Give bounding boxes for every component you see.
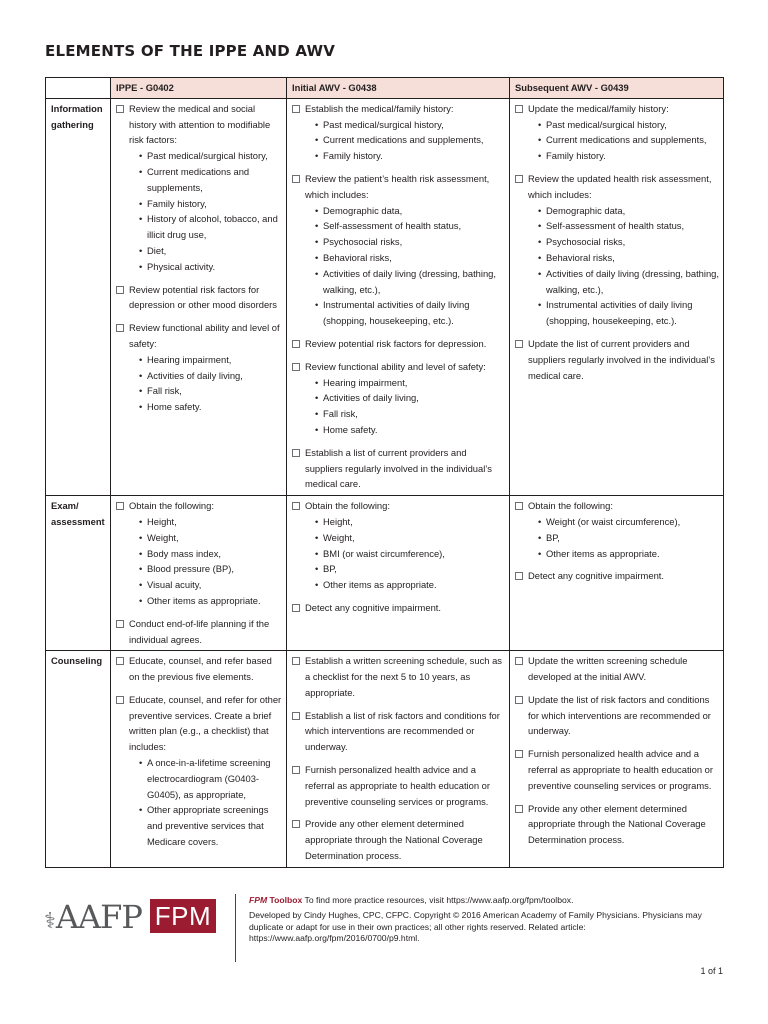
checkbox-icon[interactable]: [116, 620, 124, 628]
bullet-item: • Self-assessment of health status,: [538, 218, 719, 234]
row-header-line: gathering: [51, 118, 94, 130]
checklist-item-text: Obtain the following:: [129, 500, 214, 512]
row-header-line: Information: [51, 102, 103, 114]
checklist-item: [291, 600, 505, 616]
checklist-item: [514, 746, 719, 793]
bullet-item: • Home safety.: [315, 422, 505, 438]
checklist-item: [514, 692, 719, 739]
checklist-item-text: Update the list of risk factors and conditions for which interventions are recommended or underway.: [528, 693, 711, 737]
checklist-item: [291, 816, 505, 863]
checklist-item: [514, 653, 719, 685]
table-cell: [510, 651, 724, 868]
bullet-item: • BP,: [315, 561, 505, 577]
checklist-item-text: Review functional ability and level of safety:: [305, 360, 486, 372]
checkbox-icon[interactable]: [116, 324, 124, 332]
checkbox-icon[interactable]: [515, 657, 523, 665]
bullet-list: [305, 203, 505, 329]
page-number: 1 of 1: [700, 966, 723, 976]
checklist-item-text: Review the patient’s health risk assessment, which includes:: [305, 172, 490, 200]
bullet-list: [129, 352, 282, 415]
checklist-item: [291, 336, 505, 352]
checklist-item-text: Educate, counsel, and refer for other preventive services. Create a brief written plan (e.g., a checklist) that includes:: [129, 693, 282, 753]
checklist-item-text: Review potential risk factors for depression or other mood disorders: [129, 283, 277, 311]
checklist-item: [115, 653, 282, 685]
checkbox-icon[interactable]: [292, 449, 300, 457]
checklist-item-text: Detect any cognitive impairment.: [305, 601, 441, 613]
aafp-logo-text: AAFP: [55, 898, 142, 936]
checklist-item: [115, 498, 282, 609]
checkbox-icon[interactable]: [515, 572, 523, 580]
bullet-item: • Past medical/surgical history,: [139, 148, 282, 164]
checkbox-icon[interactable]: [292, 175, 300, 183]
footer-divider: [235, 894, 236, 962]
checkbox-icon[interactable]: [116, 696, 124, 704]
checklist-item: [514, 171, 719, 329]
checklist-item: [514, 801, 719, 848]
bullet-item: • Family history.: [315, 148, 505, 164]
row-header: [46, 651, 111, 868]
checkbox-icon[interactable]: [116, 657, 124, 665]
elements-table: [45, 77, 724, 868]
checklist-item-text: Establish the medical/family history:: [305, 102, 454, 114]
bullet-item: • Weight,: [139, 530, 282, 546]
bullet-list: [129, 755, 282, 850]
checkbox-icon[interactable]: [292, 657, 300, 665]
bullet-item: • Activities of daily living (dressing, bathing, walking, etc.),: [315, 266, 505, 298]
bullet-item: • Behavioral risks,: [538, 250, 719, 266]
bullet-item: • Fall risk,: [315, 406, 505, 422]
checklist-item: [291, 171, 505, 329]
bullet-item: • Demographic data,: [315, 203, 505, 219]
table-cell: [111, 651, 287, 868]
bullet-item: • Height,: [139, 514, 282, 530]
checkbox-icon[interactable]: [515, 340, 523, 348]
bullet-item: • Behavioral risks,: [315, 250, 505, 266]
checklist-item-text: Obtain the following:: [305, 500, 390, 512]
bullet-item: • Family history,: [139, 196, 282, 212]
checklist-item: [115, 692, 282, 850]
checklist-item: [115, 616, 282, 648]
checkbox-icon[interactable]: [116, 286, 124, 294]
checklist-item-text: Conduct end-of-life planning if the individual agrees.: [129, 617, 270, 645]
caduceus-icon: ⚕: [44, 909, 55, 934]
checklist-item-text: Provide any other element determined appropriate through the National Coverage Determination process.: [528, 802, 706, 846]
toolbox-brand: FPM: [249, 895, 268, 905]
checklist-item-text: Furnish personalized health advice and a referral as appropriate to health education or preventive counseling services or programs.: [528, 748, 714, 791]
checkbox-icon[interactable]: [515, 696, 523, 704]
checklist-item: [291, 653, 505, 700]
header-corner: [46, 78, 111, 99]
toolbox-line: [249, 895, 719, 906]
checklist-item-text: Update the medical/family history:: [528, 102, 669, 114]
bullet-list: [305, 375, 505, 438]
checklist-item: [514, 336, 719, 383]
table-row-counseling: [46, 651, 724, 868]
checklist-item-text: Provide any other element determined appropriate through the National Coverage Determination process.: [305, 818, 483, 862]
checklist-item-text: Furnish personalized health advice and a referral as appropriate to health education or preventive counseling services or programs.: [305, 764, 491, 807]
table-cell: [287, 651, 510, 868]
bullet-list: [528, 514, 719, 561]
bullet-item: • A once-in-a-lifetime screening electrocardiogram (G0403-G0405), as appropriate,: [139, 755, 282, 802]
checkbox-icon[interactable]: [292, 712, 300, 720]
column-header-initial-awv: Initial AWV - G0438: [287, 78, 510, 99]
checkbox-icon[interactable]: [292, 105, 300, 113]
page-title: ELEMENTS OF THE IPPE AND AWV: [45, 42, 336, 60]
footer-text: [249, 895, 719, 949]
checklist-item: [291, 359, 505, 438]
checkbox-icon[interactable]: [515, 175, 523, 183]
checklist-item: [291, 762, 505, 809]
bullet-item: • Instrumental activities of daily living (shopping, housekeeping, etc.).: [538, 297, 719, 329]
toolbox-word: Toolbox: [269, 895, 303, 905]
fpm-logo: FPM: [150, 899, 216, 933]
bullet-item: • Other appropriate screenings and preventive services that Medicare covers.: [139, 802, 282, 849]
checklist-item-text: Review potential risk factors for depression.: [305, 337, 487, 349]
checklist-item-text: Establish a list of risk factors and conditions for which interventions are recommended or underway.: [305, 709, 500, 753]
bullet-list: [305, 117, 505, 164]
bullet-item: • Family history.: [538, 148, 719, 164]
bullet-item: • Home safety.: [139, 399, 282, 415]
checklist-item: [514, 498, 719, 561]
bullet-list: [305, 514, 505, 593]
row-header: [46, 98, 111, 495]
bullet-item: • Activities of daily living,: [139, 368, 282, 384]
bullet-item: • Activities of daily living,: [315, 390, 505, 406]
table-row-information-gathering: [46, 98, 724, 495]
row-header: [46, 496, 111, 651]
checklist-item-text: Establish a written screening schedule, such as a checklist for the next 5 to 10 years, as appropriate.: [305, 655, 502, 698]
bullet-list: [129, 148, 282, 274]
checkbox-icon[interactable]: [515, 105, 523, 113]
header-row: [46, 78, 724, 99]
table-cell: [510, 98, 724, 495]
checklist-item: [291, 708, 505, 755]
bullet-item: • Weight,: [315, 530, 505, 546]
checklist-item-text: Establish a list of current providers and suppliers regularly involved in the individual’s medical care.: [305, 446, 492, 490]
table-body: [46, 98, 724, 867]
bullet-item: • Height,: [315, 514, 505, 530]
toolbox-text: To find more practice resources, visit https://www.aafp.org/fpm/toolbox.: [304, 895, 574, 905]
row-header-line: Counseling: [51, 655, 103, 667]
row-header-line: assessment: [51, 515, 105, 527]
checklist-item: [291, 445, 505, 492]
checklist-item-text: Review functional ability and level of safety:: [129, 322, 280, 349]
checklist-item-text: Review the updated health risk assessment, which includes:: [528, 172, 712, 200]
bullet-item: • Current medications and supplements,: [139, 164, 282, 196]
bullet-item: • BP,: [538, 530, 719, 546]
bullet-item: • History of alcohol, tobacco, and illicit drug use,: [139, 211, 282, 243]
checklist-item-text: Update the written screening schedule developed at the initial AWV.: [528, 655, 688, 683]
bullet-item: • Psychosocial risks,: [538, 234, 719, 250]
table-cell: [510, 496, 724, 651]
checkbox-icon[interactable]: [116, 502, 124, 510]
checklist-item-text: Update the list of current providers and suppliers regularly involved in the individual’s medical care.: [528, 337, 715, 381]
checklist-item-text: Obtain the following:: [528, 500, 613, 512]
bullet-item: • Hearing impairment,: [315, 375, 505, 391]
bullet-item: • Body mass index,: [139, 546, 282, 562]
bullet-list: [528, 203, 719, 329]
checkbox-icon[interactable]: [292, 502, 300, 510]
column-header-subsequent-awv: Subsequent AWV - G0439: [510, 78, 724, 99]
checklist-item: [514, 101, 719, 164]
credit-text: Developed by Cindy Hughes, CPC, CFPC. Copyright © 2016 American Academy of Family Physicians. Physicians may duplicate or adapt for use in their own practices; all other rights reserved. Related article: https://www.aafp.org/fpm/2016/0700/p9.html.: [249, 910, 702, 944]
checklist-item: [115, 101, 282, 275]
checklist-item: [291, 101, 505, 164]
table-cell: [111, 496, 287, 651]
bullet-item: • Activities of daily living (dressing, bathing, walking, etc.),: [538, 266, 719, 298]
checkbox-icon[interactable]: [292, 340, 300, 348]
table-cell: [111, 98, 287, 495]
bullet-item: • Fall risk,: [139, 383, 282, 399]
bullet-item: • Other items as appropriate.: [538, 546, 719, 562]
checkbox-icon[interactable]: [515, 502, 523, 510]
table-row-exam-assessment: [46, 496, 724, 651]
column-header-ippe: IPPE - G0402: [111, 78, 287, 99]
bullet-item: • Past medical/surgical history,: [538, 117, 719, 133]
checkbox-icon[interactable]: [515, 805, 523, 813]
bullet-list: [528, 117, 719, 164]
bullet-list: [129, 514, 282, 609]
bullet-item: • Demographic data,: [538, 203, 719, 219]
bullet-item: • BMI (or waist circumference),: [315, 546, 505, 562]
footer: [0, 880, 768, 1024]
bullet-item: • Physical activity.: [139, 259, 282, 275]
bullet-item: • Other items as appropriate.: [315, 577, 505, 593]
bullet-item: • Current medications and supplements,: [315, 132, 505, 148]
aafp-logo: [44, 898, 142, 936]
checklist-item: [291, 498, 505, 593]
checklist-item: [115, 320, 282, 415]
bullet-item: • Hearing impairment,: [139, 352, 282, 368]
bullet-item: • Blood pressure (BP),: [139, 561, 282, 577]
bullet-item: • Diet,: [139, 243, 282, 259]
row-header-line: Exam/: [51, 500, 79, 512]
bullet-item: • Instrumental activities of daily living (shopping, housekeeping, etc.).: [315, 297, 505, 329]
checklist-item: [115, 282, 282, 314]
checkbox-icon[interactable]: [292, 766, 300, 774]
checkbox-icon[interactable]: [292, 820, 300, 828]
bullet-item: • Past medical/surgical history,: [315, 117, 505, 133]
table-cell: [287, 496, 510, 651]
checklist-item-text: Detect any cognitive impairment.: [528, 570, 664, 582]
checklist-item: [514, 568, 719, 584]
bullet-item: • Psychosocial risks,: [315, 234, 505, 250]
table-cell: [287, 98, 510, 495]
checklist-item-text: Review the medical and social history with attention to modifiable risk factors:: [129, 102, 271, 146]
bullet-item: • Other items as appropriate.: [139, 593, 282, 609]
checkbox-icon[interactable]: [515, 750, 523, 758]
checkbox-icon[interactable]: [292, 363, 300, 371]
bullet-item: • Self-assessment of health status,: [315, 218, 505, 234]
bullet-item: • Visual acuity,: [139, 577, 282, 593]
bullet-item: • Weight (or waist circumference),: [538, 514, 719, 530]
checklist-item-text: Educate, counsel, and refer based on the previous five elements.: [129, 655, 272, 683]
checkbox-icon[interactable]: [292, 604, 300, 612]
bullet-item: • Current medications and supplements,: [538, 132, 719, 148]
checkbox-icon[interactable]: [116, 105, 124, 113]
